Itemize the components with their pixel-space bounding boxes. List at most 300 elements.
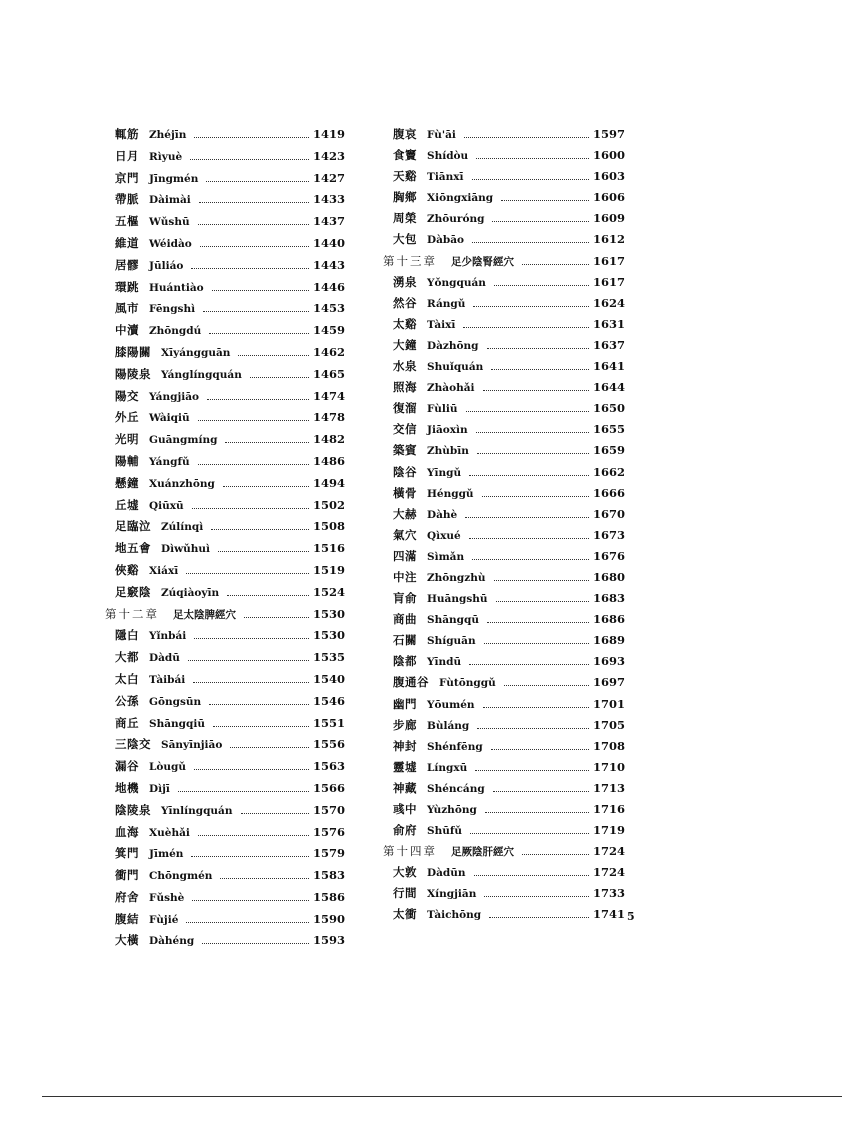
dot-leader <box>475 770 589 771</box>
dot-leader <box>477 728 589 729</box>
acupoint-pinyin: Gōngsūn <box>149 695 202 708</box>
acupoint-name: 橫骨 <box>393 485 417 500</box>
toc-entry <box>105 189 345 211</box>
dot-leader <box>220 878 309 879</box>
toc-entry <box>105 800 345 822</box>
acupoint-name: 太衝 <box>393 907 417 922</box>
page-ref: 1482 <box>312 432 345 447</box>
page-ref: 1724 <box>592 844 625 859</box>
acupoint-name: 食竇 <box>393 148 417 163</box>
acupoint-name: 復溜 <box>393 401 417 416</box>
page-ref: 1741 <box>592 907 625 922</box>
page-ref: 1617 <box>592 253 625 268</box>
dot-leader <box>223 486 309 487</box>
toc-entry <box>105 909 345 931</box>
dot-leader <box>193 682 309 683</box>
toc-entry <box>383 525 625 546</box>
acupoint-name: 腹結 <box>115 911 139 926</box>
toc-entry <box>105 342 345 364</box>
dot-leader <box>494 580 589 581</box>
acupoint-name: 外丘 <box>115 410 139 425</box>
acupoint-name: 京門 <box>115 170 139 185</box>
dot-leader <box>192 900 309 901</box>
page-ref: 1644 <box>592 380 625 395</box>
page-ref: 1459 <box>312 323 345 338</box>
acupoint-name: 中注 <box>393 569 417 584</box>
dot-leader <box>178 791 309 792</box>
toc-entry <box>105 124 345 146</box>
page-ref: 1516 <box>312 541 345 556</box>
page-ref: 1508 <box>312 519 345 534</box>
acupoint-name: 輒筋 <box>115 127 139 141</box>
acupoint-name: 光明 <box>115 432 139 447</box>
toc-entry <box>105 538 345 560</box>
page-ref: 1556 <box>312 737 345 752</box>
acupoint-name: 然谷 <box>393 295 417 310</box>
acupoint-pinyin: Fǔshè <box>149 891 185 904</box>
acupoint-name: 交信 <box>393 422 417 437</box>
acupoint-pinyin: Rìyuè <box>149 150 183 163</box>
acupoint-pinyin: Tàibái <box>149 673 186 686</box>
acupoint-pinyin: Yánglíngquán <box>161 368 242 381</box>
acupoint-name: 大都 <box>115 650 139 665</box>
dot-leader <box>227 595 309 596</box>
toc-entry <box>383 567 625 588</box>
page-ref: 1586 <box>312 889 345 904</box>
page-ref: 1705 <box>592 717 625 732</box>
acupoint-pinyin: Yīnlíngquán <box>161 804 233 817</box>
page-ref: 1689 <box>592 633 625 648</box>
toc-entry <box>105 495 345 517</box>
toc-entry <box>105 713 345 735</box>
dot-leader <box>472 242 589 243</box>
dot-leader <box>489 917 589 918</box>
chapter-title: 足少陰腎經穴 <box>451 255 514 268</box>
toc-right-column <box>383 124 625 926</box>
toc-entry <box>105 277 345 299</box>
page-ref: 1697 <box>592 675 625 690</box>
toc-entry <box>105 930 345 952</box>
acupoint-name: 石關 <box>393 633 417 648</box>
acupoint-pinyin: Xiōngxiāng <box>427 192 494 205</box>
dot-leader <box>522 854 589 855</box>
acupoint-pinyin: Tàichōng <box>427 909 482 922</box>
dot-leader <box>501 200 589 201</box>
toc-entry <box>105 473 345 495</box>
page-ref: 1443 <box>312 257 345 272</box>
acupoint-pinyin: Zhōuróng <box>427 213 485 226</box>
dot-leader <box>492 221 589 222</box>
dot-leader <box>198 835 309 836</box>
chapter-number: 第十三章 <box>383 253 437 268</box>
page-ref: 1673 <box>592 527 625 542</box>
acupoint-pinyin: Zúqiàoyīn <box>161 586 220 599</box>
acupoint-pinyin: Shéncáng <box>427 782 485 795</box>
toc-entry <box>383 546 625 567</box>
dot-leader <box>186 922 309 923</box>
dot-leader <box>491 749 589 750</box>
page-ref: 1551 <box>312 715 345 730</box>
acupoint-pinyin: Shíguān <box>427 635 476 648</box>
acupoint-name: 帶脈 <box>115 192 139 207</box>
acupoint-pinyin: Dìjī <box>149 782 170 795</box>
acupoint-pinyin: Fùliū <box>427 403 458 416</box>
toc-entry <box>383 609 625 630</box>
toc-entry <box>105 887 345 909</box>
page-ref: 1423 <box>312 148 345 163</box>
page-ref: 1733 <box>592 886 625 901</box>
acupoint-name: 周榮 <box>393 211 417 226</box>
acupoint-pinyin: Bùláng <box>427 719 470 732</box>
acupoint-pinyin: Dìwǔhuì <box>161 543 211 556</box>
page-ref: 1446 <box>312 279 345 294</box>
acupoint-name: 陽交 <box>115 388 139 403</box>
page-ref: 1519 <box>312 562 345 577</box>
acupoint-pinyin: Shídòu <box>427 150 469 163</box>
acupoint-pinyin: Wàiqiū <box>149 412 190 425</box>
toc-entry <box>105 320 345 342</box>
acupoint-pinyin: Shūfǔ <box>427 825 463 838</box>
page-ref: 1440 <box>312 235 345 250</box>
acupoint-pinyin: Yùzhōng <box>427 804 477 816</box>
acupoint-name: 丘墟 <box>115 497 139 512</box>
acupoint-name: 陰都 <box>393 654 417 669</box>
acupoint-name: 大敦 <box>393 865 417 880</box>
page-ref: 1583 <box>312 868 345 883</box>
toc-entry <box>383 757 625 778</box>
dot-leader <box>476 158 589 159</box>
toc-entry <box>383 377 625 398</box>
toc-entry <box>105 691 345 713</box>
acupoint-pinyin: Zúlínqì <box>161 521 204 534</box>
dot-leader <box>469 664 589 665</box>
page-ref: 1597 <box>592 127 625 141</box>
acupoint-name: 四滿 <box>393 548 417 563</box>
acupoint-name: 照海 <box>393 380 417 395</box>
acupoint-pinyin: Dàhéng <box>149 935 195 948</box>
page-ref: 1579 <box>312 846 345 861</box>
page-number: 5 <box>627 910 635 923</box>
toc-entry <box>383 736 625 757</box>
page-ref: 1494 <box>312 475 345 490</box>
acupoint-name: 公孫 <box>115 693 139 708</box>
acupoint-name: 三陰交 <box>115 737 151 752</box>
page-ref: 1524 <box>312 584 345 599</box>
dot-leader <box>198 420 309 421</box>
toc-entry <box>383 398 625 419</box>
toc-entry <box>105 168 345 190</box>
page-ref: 1710 <box>592 759 625 774</box>
dot-leader <box>472 179 589 180</box>
page-ref: 1655 <box>592 422 625 437</box>
acupoint-pinyin: Yángjiāo <box>149 390 200 403</box>
chapter-number: 第十二章 <box>105 606 159 621</box>
toc-entry <box>105 233 345 255</box>
dot-leader <box>203 311 309 312</box>
page-ref: 1676 <box>592 548 625 563</box>
page-ref: 1716 <box>592 802 625 816</box>
acupoint-pinyin: Wéidào <box>149 237 192 250</box>
acupoint-name: 地機 <box>115 780 139 795</box>
acupoint-pinyin: Huāngshū <box>427 593 488 606</box>
dot-leader <box>200 246 309 247</box>
dot-leader <box>483 390 589 391</box>
acupoint-name: 步廊 <box>393 717 417 732</box>
acupoint-pinyin: Sìmǎn <box>427 550 465 563</box>
acupoint-name: 氣穴 <box>393 527 417 542</box>
dot-leader <box>473 306 589 307</box>
dot-leader <box>465 517 589 518</box>
acupoint-name: 五樞 <box>115 214 139 229</box>
toc-entry <box>105 669 345 691</box>
dot-leader <box>496 601 589 602</box>
page-ref: 1546 <box>312 693 345 708</box>
toc-entry <box>105 364 345 386</box>
acupoint-pinyin: Dàzhōng <box>427 339 479 352</box>
acupoint-pinyin: Dàhè <box>427 508 458 521</box>
acupoint-name: 膝陽關 <box>115 344 151 359</box>
toc-entry <box>383 904 625 925</box>
dot-leader <box>522 264 589 265</box>
acupoint-pinyin: Xíngjiān <box>427 888 477 901</box>
page-ref: 1535 <box>312 650 345 665</box>
acupoint-pinyin: Yīngǔ <box>427 466 462 479</box>
dot-leader <box>207 399 309 400</box>
acupoint-name: 陽陵泉 <box>115 366 151 381</box>
acupoint-pinyin: Zhōngdú <box>149 325 202 338</box>
dot-leader <box>188 660 309 661</box>
toc-entry <box>105 778 345 800</box>
acupoint-name: 築賓 <box>393 443 417 458</box>
dot-leader <box>209 333 309 334</box>
acupoint-name: 水泉 <box>393 359 417 374</box>
acupoint-pinyin: Tiānxī <box>427 171 464 184</box>
acupoint-pinyin: Xīyángguān <box>161 346 231 359</box>
bottom-rule <box>42 1096 842 1097</box>
acupoint-name: 神封 <box>393 738 417 753</box>
dot-leader <box>191 268 309 269</box>
page-ref: 1686 <box>592 612 625 627</box>
acupoint-pinyin: Huántiào <box>149 281 204 294</box>
page-ref: 1462 <box>312 344 345 359</box>
acupoint-name: 衝門 <box>115 868 139 883</box>
acupoint-name: 地五會 <box>115 541 151 556</box>
page-ref: 1680 <box>592 569 625 584</box>
dot-leader <box>202 943 309 944</box>
dot-leader <box>198 464 309 465</box>
dot-leader <box>213 726 309 727</box>
acupoint-name: 太白 <box>115 671 139 686</box>
acupoint-name: 日月 <box>115 148 139 163</box>
toc-chapter-heading <box>383 251 625 272</box>
acupoint-pinyin: Qìxué <box>427 529 461 542</box>
toc-entry <box>105 843 345 865</box>
dot-leader <box>194 638 309 639</box>
acupoint-pinyin: Yōumén <box>427 698 475 711</box>
toc-entry <box>383 335 625 356</box>
dot-leader <box>484 643 589 644</box>
dot-leader <box>212 290 309 291</box>
acupoint-pinyin: Zhéjīn <box>149 129 187 141</box>
dot-leader <box>469 475 589 476</box>
dot-leader <box>194 137 309 138</box>
toc-entry <box>383 799 625 820</box>
toc-chapter-heading <box>383 841 625 862</box>
toc-entry <box>105 255 345 277</box>
toc-entry <box>383 293 625 314</box>
acupoint-pinyin: Chōngmén <box>149 870 213 883</box>
dot-leader <box>487 622 589 623</box>
toc-entry <box>105 298 345 320</box>
acupoint-pinyin: Shénfēng <box>427 740 483 753</box>
acupoint-pinyin: Zhùbīn <box>427 445 469 458</box>
acupoint-pinyin: Língxū <box>427 761 468 774</box>
page-ref: 1637 <box>592 337 625 352</box>
acupoint-name: 太谿 <box>393 316 417 331</box>
acupoint-name: 腹哀 <box>393 127 417 141</box>
page-ref: 1606 <box>592 190 625 205</box>
toc-entry <box>383 462 625 483</box>
dot-leader <box>484 896 589 897</box>
acupoint-pinyin: Fùtōnggǔ <box>439 677 496 690</box>
acupoint-pinyin: Fù'āi <box>427 129 456 141</box>
toc-left-column <box>105 124 345 952</box>
page-ref: 1486 <box>312 453 345 468</box>
page-ref: 1662 <box>592 464 625 479</box>
toc-entry <box>383 272 625 293</box>
dot-leader <box>464 137 589 138</box>
acupoint-pinyin: Shāngqū <box>427 614 479 627</box>
page-ref: 1701 <box>592 696 625 711</box>
toc-entry <box>383 715 625 736</box>
page-ref: 1453 <box>312 301 345 316</box>
dot-leader <box>491 369 589 370</box>
dot-leader <box>190 159 309 160</box>
dot-leader <box>199 202 309 203</box>
page-ref: 1530 <box>312 606 345 621</box>
acupoint-pinyin: Dàdūn <box>427 867 466 880</box>
toc-entry <box>105 516 345 538</box>
toc-entry <box>383 862 625 883</box>
page-ref: 1631 <box>592 316 625 331</box>
page-ref: 1563 <box>312 759 345 774</box>
acupoint-name: 足臨泣 <box>115 519 151 534</box>
dot-leader <box>241 813 309 814</box>
dot-leader <box>493 791 589 792</box>
page-ref: 1576 <box>312 824 345 839</box>
acupoint-name: 大包 <box>393 232 417 247</box>
acupoint-name: 商曲 <box>393 612 417 627</box>
page-ref: 1713 <box>592 780 625 795</box>
toc-entry <box>383 356 625 377</box>
toc-entry <box>383 440 625 461</box>
page-ref: 1478 <box>312 410 345 425</box>
acupoint-pinyin: Dàdū <box>149 652 180 665</box>
acupoint-name: 天谿 <box>393 169 417 184</box>
page-ref: 1719 <box>592 823 625 838</box>
page-ref: 1641 <box>592 359 625 374</box>
dot-leader <box>485 812 589 813</box>
page-ref: 1530 <box>312 628 345 643</box>
toc-entry <box>383 651 625 672</box>
page-ref: 1609 <box>592 211 625 226</box>
acupoint-name: 漏谷 <box>115 759 139 774</box>
acupoint-name: 中瀆 <box>115 323 139 338</box>
acupoint-pinyin: Rángǔ <box>427 297 466 310</box>
page-ref: 1570 <box>312 802 345 817</box>
page-ref: 1624 <box>592 295 625 310</box>
dot-leader <box>469 538 589 539</box>
dot-leader <box>482 496 589 497</box>
page-ref: 1724 <box>592 865 625 880</box>
toc-entry <box>383 145 625 166</box>
page-ref: 1433 <box>312 192 345 207</box>
acupoint-name: 陰陵泉 <box>115 802 151 817</box>
dot-leader <box>194 769 309 770</box>
toc-chapter-heading <box>105 604 345 626</box>
acupoint-name: 湧泉 <box>393 274 417 289</box>
acupoint-name: 環跳 <box>115 279 139 294</box>
acupoint-pinyin: Shuǐquán <box>427 361 484 374</box>
toc-entry <box>105 625 345 647</box>
acupoint-pinyin: Yángfǔ <box>149 455 190 468</box>
page-ref: 1683 <box>592 591 625 606</box>
acupoint-name: 陽輔 <box>115 453 139 468</box>
acupoint-pinyin: Xuánzhōng <box>149 477 215 490</box>
acupoint-name: 靈墟 <box>393 759 417 774</box>
toc-entry <box>105 822 345 844</box>
acupoint-pinyin: Zhōngzhù <box>427 571 486 584</box>
toc-entry <box>383 166 625 187</box>
acupoint-pinyin: Dàimài <box>149 194 191 207</box>
acupoint-pinyin: Yīndū <box>427 656 462 669</box>
chapter-number: 第十四章 <box>383 844 437 859</box>
dot-leader <box>470 833 589 834</box>
toc-entry <box>383 504 625 525</box>
acupoint-pinyin: Jūliáo <box>149 259 184 272</box>
page-ref: 1593 <box>312 933 345 948</box>
dot-leader <box>225 442 309 443</box>
acupoint-name: 居髎 <box>115 257 139 272</box>
acupoint-pinyin: Zhàohǎi <box>427 382 475 395</box>
chapter-title: 足太陰脾經穴 <box>173 608 236 621</box>
dot-leader <box>463 327 589 328</box>
acupoint-name: 俞府 <box>393 823 417 838</box>
acupoint-name: 大鐘 <box>393 337 417 352</box>
acupoint-pinyin: Fēngshì <box>149 303 196 316</box>
acupoint-name: 腹通谷 <box>393 675 429 690</box>
dot-leader <box>476 432 589 433</box>
acupoint-pinyin: Xiáxī <box>149 564 179 577</box>
acupoint-name: 懸鐘 <box>115 475 139 490</box>
acupoint-pinyin: Lòugǔ <box>149 761 186 774</box>
toc-entry <box>105 146 345 168</box>
toc-entry <box>105 451 345 473</box>
toc-entry <box>383 820 625 841</box>
dot-leader <box>477 453 589 454</box>
acupoint-pinyin: Wǔshū <box>149 216 190 229</box>
dot-leader <box>206 181 309 182</box>
page-ref: 1650 <box>592 401 625 416</box>
acupoint-pinyin: Jīngmén <box>149 172 199 185</box>
acupoint-pinyin: Yǒngquán <box>427 276 486 289</box>
acupoint-pinyin: Tàixī <box>427 318 456 331</box>
dot-leader <box>483 707 589 708</box>
acupoint-name: 神藏 <box>393 780 417 795</box>
dot-leader <box>211 529 309 530</box>
acupoint-name: 肓俞 <box>393 591 417 606</box>
page-ref: 1600 <box>592 148 625 163</box>
